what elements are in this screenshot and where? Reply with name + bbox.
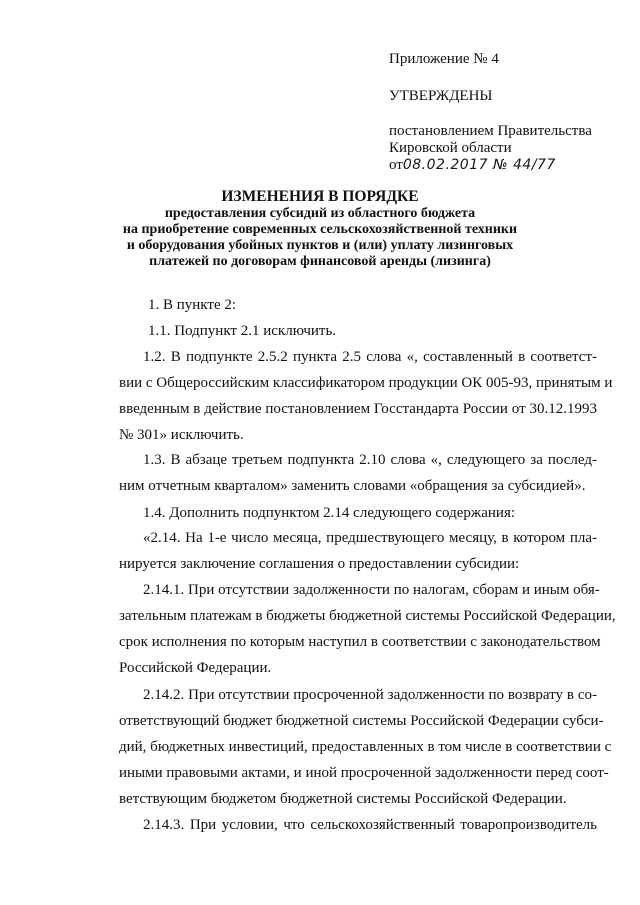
- decree-line-2: Кировской области: [389, 140, 512, 156]
- handwritten-decree-date-number: 08.02.2017 № 44/77: [402, 157, 556, 173]
- paragraph-1-2-line: вии с Общероссийским классификатором продукции ОК 005-93, принятым и: [119, 375, 613, 391]
- paragraph-2-14-line: нируется заключение соглашения о предоставлении субсидии:: [119, 556, 520, 572]
- paragraph-2-14-2-line: ответствующий бюджет бюджетной системы Российской Федерации субси-: [119, 713, 604, 729]
- paragraph-2-14-2-line: ветствующим бюджетом бюджетной системы Российской Федерации.: [119, 791, 567, 807]
- paragraph-1-2-line: 1.2. В подпункте 2.5.2 пункта 2.5 слова «, составленный в соответст-: [143, 349, 597, 365]
- paragraph-1-3-line: ним отчетным кварталом» заменить словами «обращения за субсидией».: [119, 478, 586, 494]
- approved-label: УТВЕРЖДЕНЫ: [389, 88, 493, 104]
- decree-date-line: [389, 156, 556, 174]
- paragraph-1-4: 1.4. Дополнить подпунктом 2.14 следующего содержания:: [143, 505, 516, 521]
- paragraph-1-1: 1.1. Подпункт 2.1 исключить.: [148, 323, 337, 339]
- title-sub-line: на приобретение современных сельскохозяйственной техники: [122, 222, 518, 237]
- paragraph-2-14-2-line: 2.14.2. При отсутствии просроченной задолженности по возврату в со-: [143, 687, 597, 703]
- paragraph-1-2-line: № 301» исключить.: [119, 427, 244, 443]
- paragraph-2-14-2-line: дий, бюджетных инвестиций, предоставленных в том числе в соответствии с: [119, 739, 612, 755]
- title-main: ИЗМЕНЕНИЯ В ПОРЯДКЕ: [221, 188, 419, 205]
- decree-line-1: постановлением Правительства: [389, 123, 592, 139]
- paragraph-2-14-1-line: 2.14.1. При отсутствии задолженности по налогам, сборам и иным обя-: [143, 582, 600, 598]
- paragraph-1-2-line: введенным в действие постановлением Госстандарта России от 30.12.1993: [119, 401, 597, 417]
- appendix-number: Приложение № 4: [389, 51, 499, 67]
- paragraph-2-14-1-line: Российской Федерации.: [119, 660, 272, 676]
- paragraph-2-14-line: «2.14. На 1-е число месяца, предшествующего месяцу, в котором пла-: [143, 530, 597, 546]
- paragraph-1-3-line: 1.3. В абзаце третьем подпункта 2.10 слова «, следующего за послед-: [143, 452, 597, 468]
- title-sub-line: и оборудования убойных пунктов и (или) уплату лизинговых: [126, 238, 514, 253]
- decree-from-label: от: [389, 157, 403, 173]
- title-sub-line: платежей по договорам финансовой аренды (лизинга): [149, 254, 491, 269]
- paragraph-2-14-3-line: 2.14.3. При условии, что сельскохозяйственный товаропроизводитель: [143, 817, 597, 833]
- paragraph-2-14-1-line: срок исполнения по которым наступил в соответствии с законодательством: [119, 634, 601, 650]
- paragraph-2-14-1-line: зательным платежам в бюджеты бюджетной системы Российской Федерации,: [119, 608, 616, 624]
- title-sub-line: предоставления субсидий из областного бюджета: [164, 206, 476, 221]
- paragraph-1: 1. В пункте 2:: [148, 297, 237, 313]
- paragraph-2-14-2-line: иными правовыми актами, и иной просроченной задолженности перед соот-: [119, 765, 609, 781]
